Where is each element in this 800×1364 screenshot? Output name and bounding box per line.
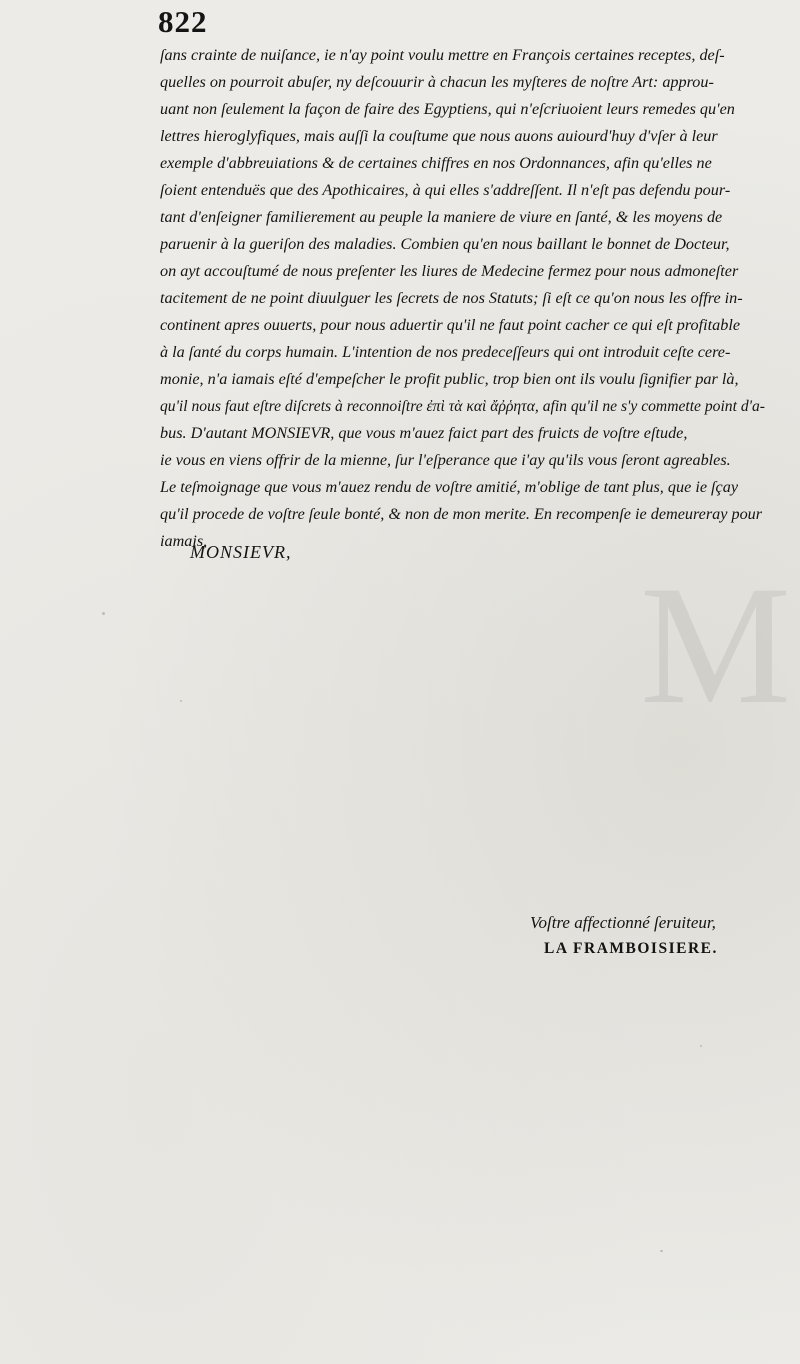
- text-line: exemple d'abbreuiations & de certaines chiffres en nos Ordonnances, afin qu'elles ne: [160, 154, 712, 172]
- body-text: [160, 42, 772, 555]
- text-line: paruenir à la gueriſon des maladies. Combien qu'en nous baillant le bonnet de Docteur,: [160, 235, 730, 253]
- page-number: 822: [158, 4, 208, 39]
- paper-speck: [102, 612, 105, 615]
- bleed-through-mark: M: [640, 551, 792, 739]
- text-line: qu'il procede de voſtre ſeule bonté, & non de mon merite. En recompenſe ie demeureray pour: [160, 505, 763, 523]
- text-line: ſoient entenduës que des Apothicaires, à qui elles s'addreſſent. Il n'eſt pas defendu pour-: [160, 181, 731, 199]
- text-line: Le teſmoignage que vous m'auez rendu de voſtre amitié, m'oblige de tant plus, que ie ſçay: [160, 478, 739, 496]
- text-line: quelles on pourroit abuſer, ny deſcouurir à chacun les myſteres de noſtre Art: approu-: [160, 73, 714, 91]
- paper-speck: [180, 700, 182, 702]
- signature-block: [530, 910, 718, 962]
- text-line: à la ſanté du corps humain. L'intention de nos predeceſſeurs qui ont introduit ceſte cere-: [160, 343, 731, 361]
- text-line: tant d'enſeigner familierement au peuple la maniere de viure en ſanté, & les moyens de: [160, 208, 723, 226]
- text-line: tacitement de ne point diuulguer les ſecrets de nos Statuts; ſi eſt ce qu'on nous les offre in-: [160, 289, 743, 307]
- text-line: iamais,: [160, 532, 208, 550]
- paper-speck: [660, 1250, 663, 1252]
- text-line: qu'il nous faut eſtre diſcrets à reconnoiſtre ἐπὶ τὰ καὶ ἄῤῥητα, afin qu'il ne s'y commette point d'a-: [160, 398, 765, 415]
- text-line: on ayt accouſtumé de nous preſenter les liures de Medecine fermez pour nous admoneſter: [160, 262, 739, 280]
- author-name: LA FRAMBOISIERE.: [544, 940, 718, 957]
- text-line: monie, n'a iamais eſté d'empeſcher le profit public, trop bien ont ils voulu ſignifier par là,: [160, 370, 739, 388]
- paper-speck: [700, 1045, 702, 1047]
- text-line: ie vous en viens offrir de la mienne, ſur l'eſperance que i'ay qu'ils vous ſeront agreables.: [160, 451, 731, 469]
- text-line: lettres hieroglyfiques, mais auſſi la couſtume que nous auons auiourd'huy d'vſer à leur: [160, 127, 718, 145]
- salutation: MONSIEVR,: [190, 542, 292, 562]
- text-line: ſans crainte de nuiſance, ie n'ay point voulu mettre en François certaines receptes, deſ-: [160, 46, 725, 64]
- closing-line: Voſtre affectionné ſeruiteur,: [530, 913, 716, 932]
- text-line: bus. D'autant MONSIEVR, que vous m'auez faict part des fruicts de voſtre eſtude,: [160, 424, 688, 442]
- text-line: continent apres ouuerts, pour nous aduertir qu'il ne faut point cacher ce qui eſt profitable: [160, 316, 740, 334]
- text-line: uant non ſeulement la façon de faire des Egyptiens, qui n'eſcriuoient leurs remedes qu'en: [160, 100, 735, 118]
